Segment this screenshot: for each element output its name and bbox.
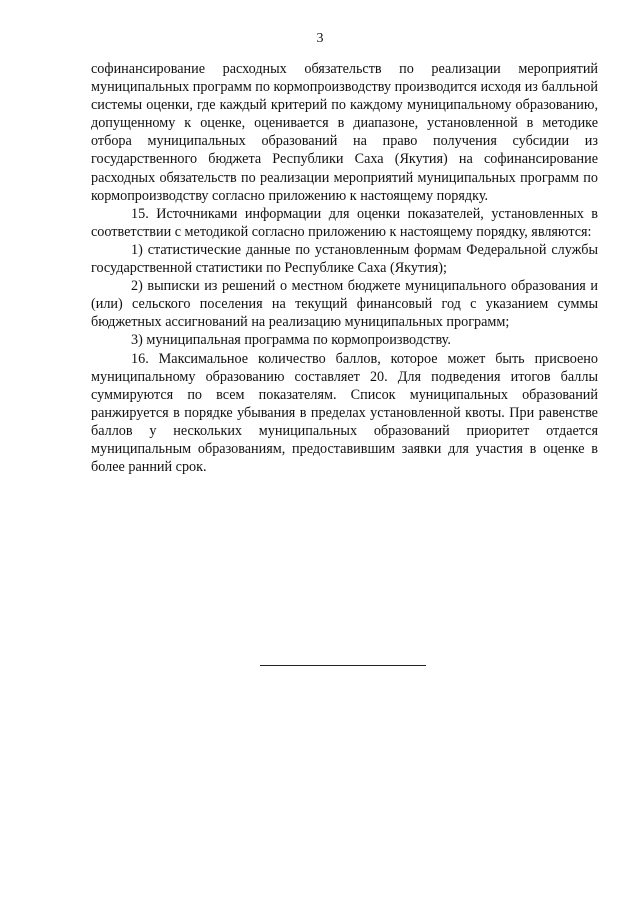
page-number: 3 — [316, 31, 324, 46]
document-body — [91, 60, 598, 476]
paragraph-continuation: софинансирование расходных обязательств по реализации мероприятий муниципальных программ по кормопроизводству производится исходя из балльной системы оценки, где каждый критерий по каждому муниципальному образованию, допущенному к оценке, оценивается в диапазоне, установленной в методике отбора муниципальных образований на право получения субсидии из государственного бюджета Республики Саха (Якутия) на софинансирование расходных обязательств по реализации мероприятий муниципальных программ по кормопроизводству согласно приложению к настоящему порядку. — [91, 61, 598, 204]
end-of-document-divider — [260, 665, 426, 666]
paragraph-item-15: 15. Источниками информации для оценки показателей, установленных в соответствии с методикой согласно приложению к настоящему порядку, являются: — [91, 205, 598, 240]
paragraph-item-16: 16. Максимальное количество баллов, которое может быть присвоено муниципальному образованию составляет 20. Для подведения итогов баллы суммируются по всем показателям. Список муниципальных образований ранжируется в порядке убывания в пределах установленной квоты. При равенстве баллов у нескольких муниципальных образований приоритет отдается муниципальным образованиям, предоставившим заявки для участия в оценке в более ранний срок. — [91, 350, 598, 476]
list-item-3: 3) муниципальная программа по кормопроизводству. — [131, 332, 451, 349]
list-item-1: 1) статистические данные по установленным формам Федеральной службы государственной статистики по Республике Саха (Якутия); — [91, 241, 598, 277]
list-item-2: 2) выписки из решений о местном бюджете муниципального образования и (или) сельского поселения на текущий финансовый год с указанием суммы бюджетных ассигнований на реализацию муниципальных программ; — [91, 278, 598, 331]
